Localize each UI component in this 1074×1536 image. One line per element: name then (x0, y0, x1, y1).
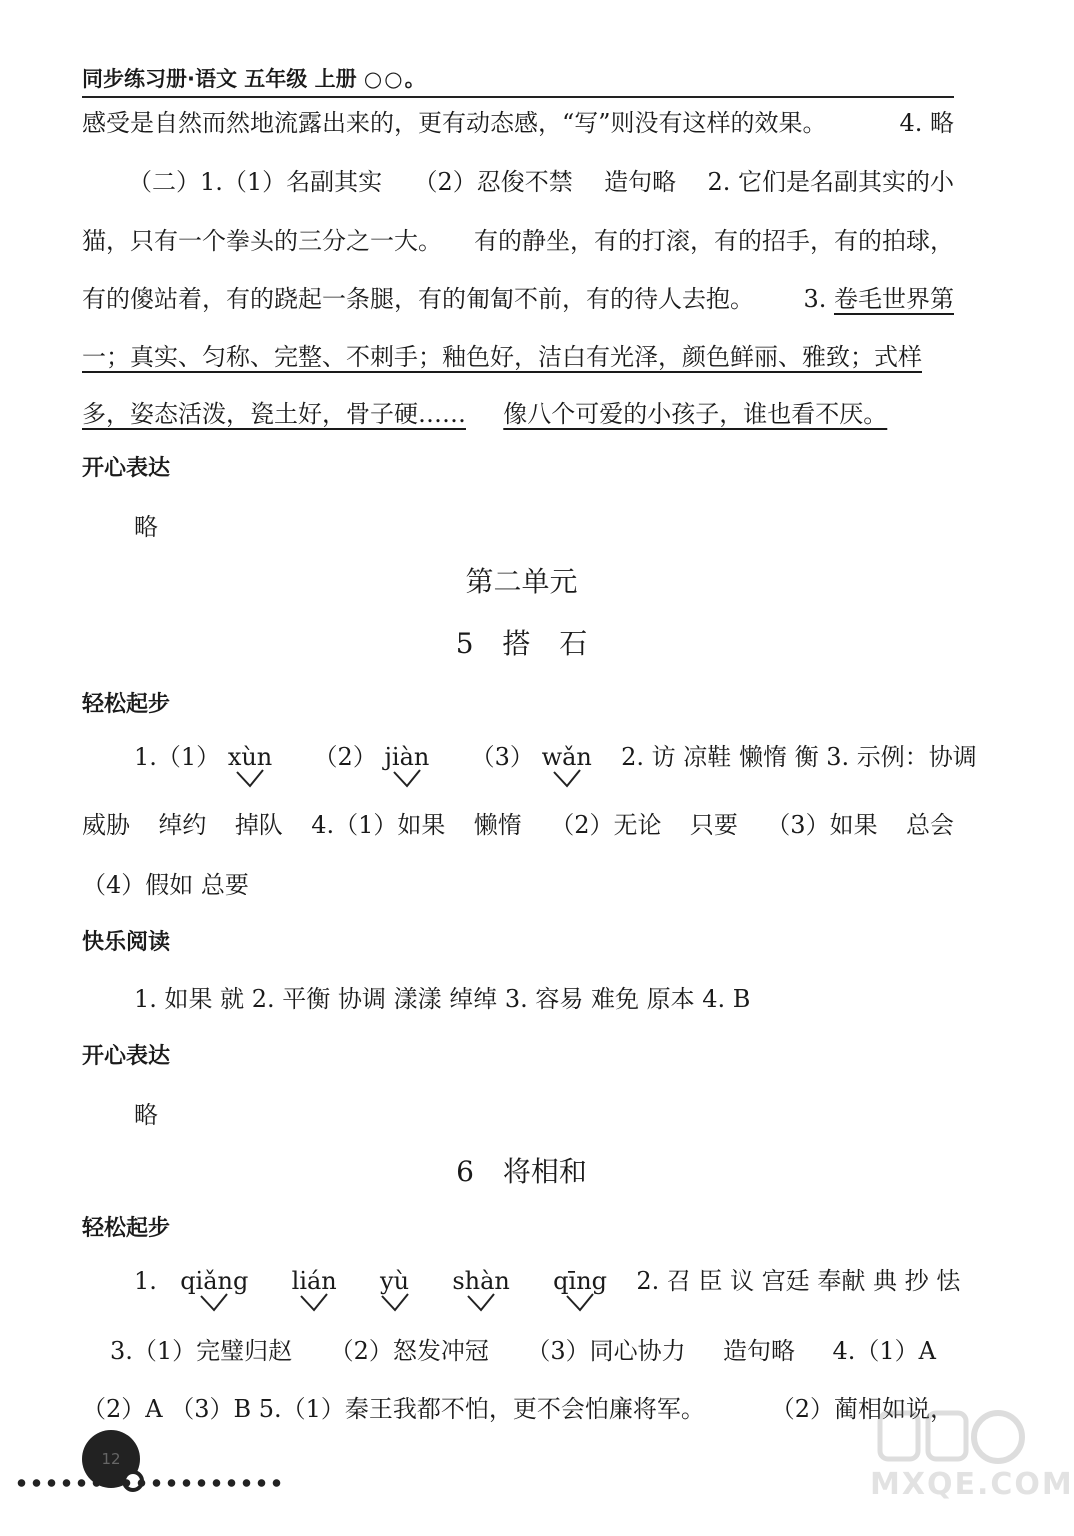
lesson6-line-1 (134, 1264, 960, 1298)
checkmark-icon (552, 768, 582, 788)
answer-text: 3.（1）完璧归赵 (110, 1337, 293, 1365)
lesson5-line-2 (82, 808, 954, 842)
pinyin-text: jiàn (384, 743, 430, 771)
answer-text: 只要 (689, 811, 738, 839)
answer-text: 懒惰 (473, 811, 522, 839)
answer-text: 造句略 (723, 1337, 796, 1365)
answer-text: 2. 访 凉鞋 懒惰 衡 3. 示例：协调 (621, 743, 977, 771)
answer-text: （2）A （3）B 5.（1）秦王我都不怕，更不会怕廉将军。 (82, 1395, 705, 1423)
answer-line-4 (82, 282, 954, 316)
page-number: 12 (101, 1450, 121, 1468)
pinyin-text: wǎn (541, 743, 592, 771)
answer-text: （2）无论 (550, 811, 662, 839)
lesson5-line-1 (134, 740, 977, 774)
answer-text: 1. 如果 就 2. 平衡 协调 漾漾 绰绰 3. 容易 难免 原本 4. B (134, 985, 751, 1013)
underlined-answer: 像八个可爱的小孩子，谁也看不厌。 (503, 400, 888, 428)
section-heading: 快乐阅读 (82, 930, 171, 955)
answer-text: 绰约 (158, 811, 207, 839)
header-title: 同步练习册·语文 五年级 上册 (82, 67, 357, 91)
answer-text: 掉队 (234, 811, 283, 839)
pinyin-text: qīng (553, 1267, 608, 1295)
question-number: 1. (134, 1267, 157, 1295)
answer-text: （3）同心协力 (526, 1337, 686, 1365)
lesson6-line-2 (110, 1334, 936, 1368)
answer-text: 有的静坐，有的打滚，有的招手，有的拍球， (474, 227, 954, 255)
unit-title: 第二单元 (465, 565, 578, 598)
answer-text: 造句略 (604, 168, 677, 196)
answer-text: （2）忍俊不禁 (413, 168, 573, 196)
answer-text: 猫，只有一个拳头的三分之一大。 (82, 227, 442, 255)
answer-text: 2. 它们是名副其实的小 (707, 168, 954, 196)
pinyin-text: xùn (227, 743, 273, 771)
answer-text-group (803, 282, 954, 316)
underlined-answer: 卷毛世界第 (834, 285, 954, 313)
answer-text: 有的傻站着，有的跷起一条腿，有的匍匐不前，有的待人去抱。 (82, 285, 754, 313)
answer-line-1 (82, 106, 954, 140)
footer-dot-rule (14, 1478, 284, 1488)
answer-text: 感受是自然而然地流露出来的，更有动态感，“写”则没有这样的效果。 (82, 109, 827, 137)
answer-text: （2） (313, 743, 377, 771)
answer-text: 4. 略 (899, 109, 954, 137)
pinyin-answer (380, 1264, 409, 1298)
pinyin-text: lián (291, 1267, 337, 1295)
checkmark-icon (299, 1292, 329, 1312)
answer-line-3 (82, 224, 954, 258)
watermark-logo (870, 1405, 1074, 1525)
answer-text: 威胁 (82, 811, 130, 839)
watermark-icon (870, 1405, 1030, 1475)
checkmark-icon (565, 1292, 595, 1312)
header-dots: ○○。 (363, 67, 428, 91)
answer-line-2 (128, 165, 954, 199)
watermark-text: MXQE.COM (870, 1467, 1074, 1502)
pinyin-answer (384, 740, 429, 774)
lesson6-line-3 (82, 1392, 954, 1426)
checkmark-icon (392, 768, 422, 788)
section-heading: 开心表达 (82, 456, 171, 481)
running-header (82, 62, 954, 98)
section-heading: 开心表达 (82, 1044, 171, 1069)
answer-line-6 (82, 397, 887, 431)
answer-text: 略 (134, 513, 158, 541)
underlined-answer: 多，姿态活泼，瓷土好，骨子硬…… (82, 400, 466, 428)
answer-text: （3） (470, 743, 534, 771)
answer-text: （4）假如 总要 (82, 871, 249, 899)
answer-text: （2）怒发冲冠 (329, 1337, 489, 1365)
answer-text: 略 (134, 1101, 158, 1129)
pinyin-text: yù (380, 1267, 410, 1295)
answer-text: （二）1.（1）名副其实 (128, 168, 383, 196)
pinyin-answer (542, 740, 592, 774)
pinyin-answer (452, 1264, 510, 1298)
answer-text: 1.（1） (134, 743, 221, 771)
pinyin-answer (292, 1264, 337, 1298)
question-number: 3. (803, 285, 827, 313)
pinyin-text: qiǎng (180, 1267, 249, 1295)
underlined-answer: 一；真实、匀称、完整、不刺手；釉色好，洁白有光泽，颜色鲜丽、雅致；式样 (82, 343, 922, 371)
pinyin-answer (228, 740, 272, 774)
answer-line-5 (82, 340, 954, 374)
checkmark-icon (235, 768, 265, 788)
pinyin-text: shàn (452, 1267, 510, 1295)
lesson-title: 5 搭 石 (455, 627, 588, 660)
checkmark-icon (466, 1292, 496, 1312)
checkmark-icon (199, 1292, 229, 1312)
answer-text: （3）如果 (766, 811, 878, 839)
section-heading: 轻松起步 (82, 1216, 171, 1241)
answer-text: （2）蔺相如说， (770, 1395, 954, 1423)
section-heading: 轻松起步 (82, 692, 171, 717)
pinyin-answer (180, 1264, 248, 1298)
checkmark-icon (380, 1292, 410, 1312)
answer-text: 2. 召 臣 议 宫廷 奉献 典 抄 怯 (636, 1267, 961, 1295)
answer-text: 4.（1）A (832, 1337, 936, 1365)
lesson-title: 6 将相和 (456, 1155, 587, 1188)
pinyin-answer (553, 1264, 607, 1298)
answer-text: 4.（1）如果 (311, 811, 446, 839)
answer-text: 总会 (905, 811, 954, 839)
